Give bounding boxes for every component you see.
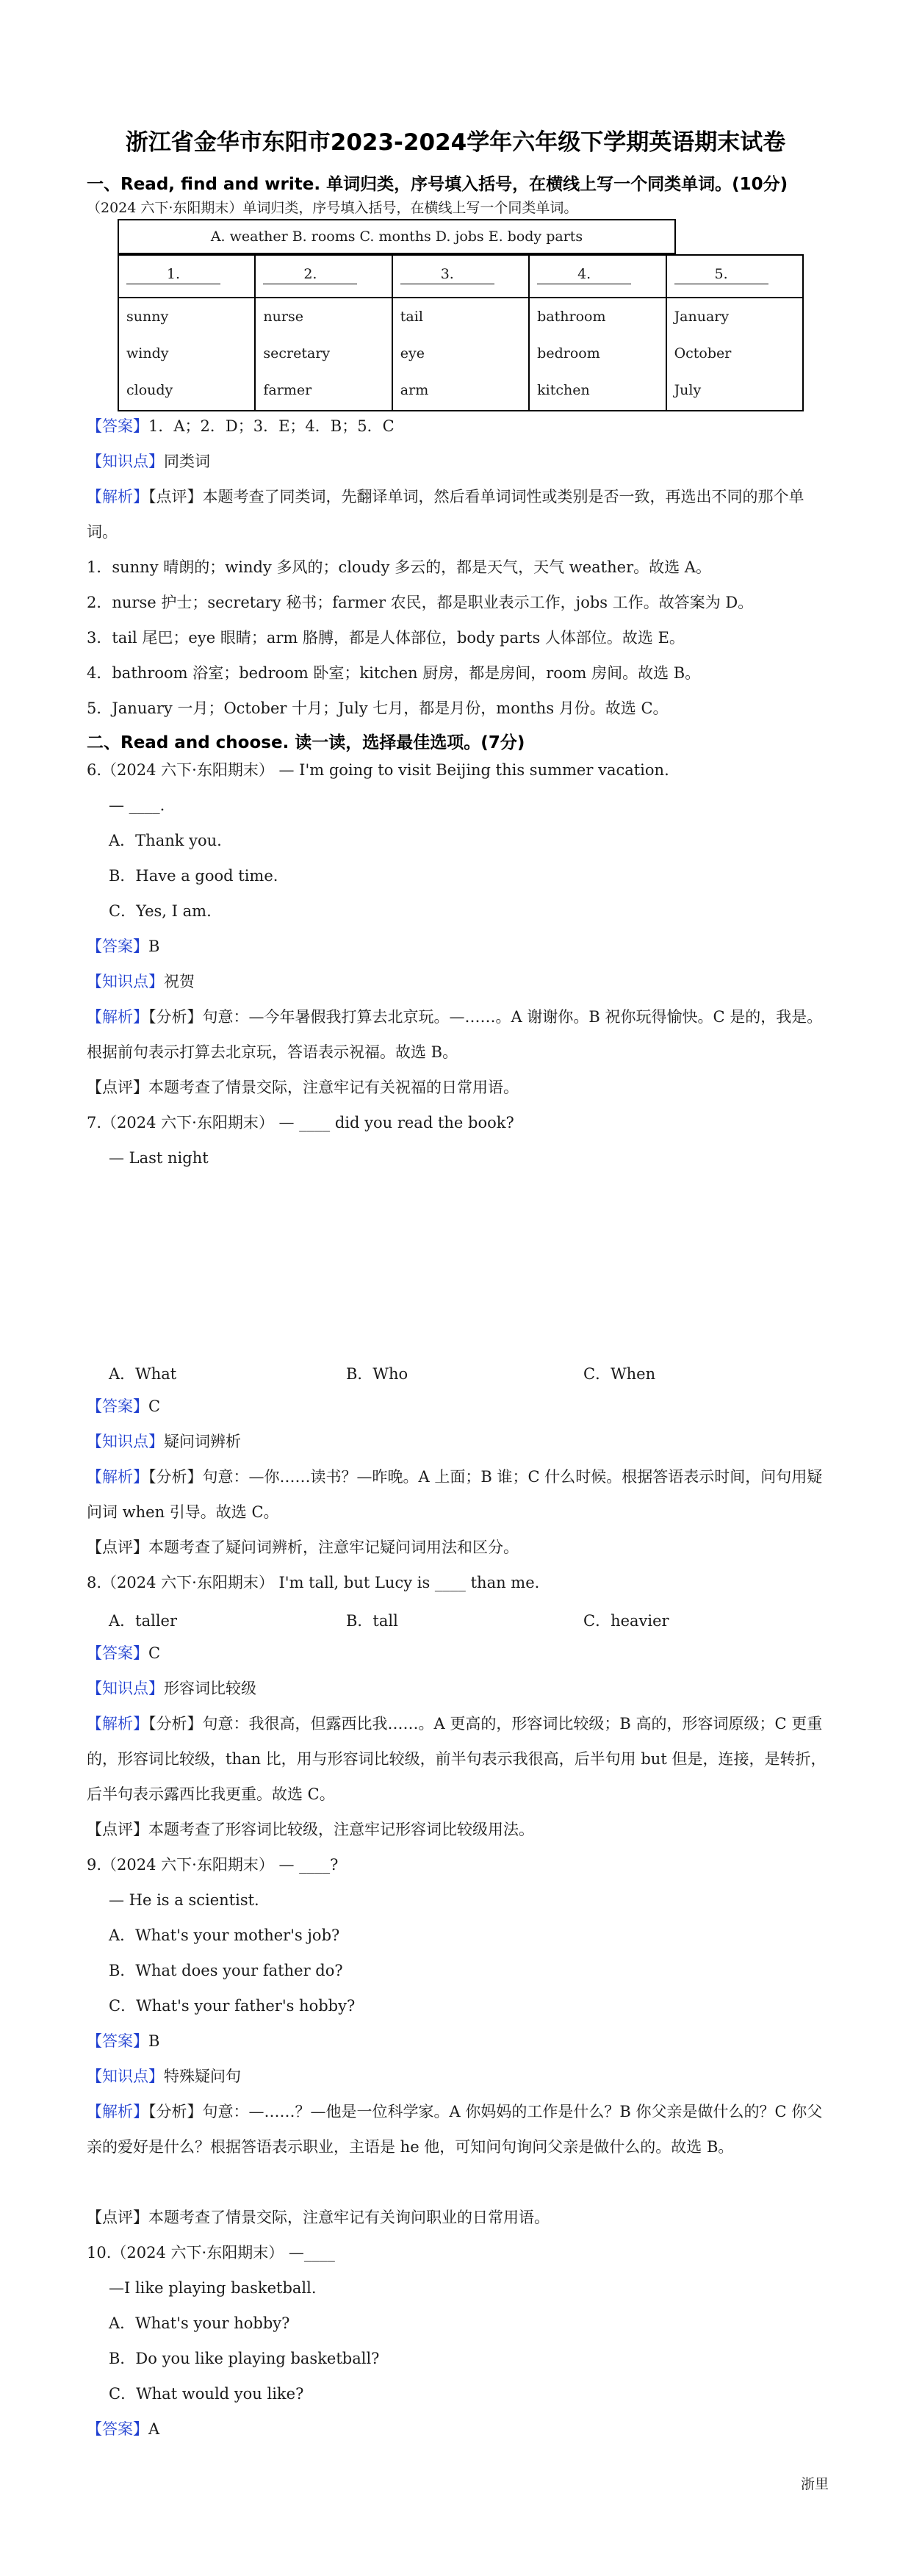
option[interactable]: B．Who bbox=[346, 1365, 408, 1383]
word: cloudy bbox=[126, 382, 173, 398]
note-5: 5．January 一月；October 十月；July 七月，都是月份，months 月份。故选 C。 bbox=[87, 699, 669, 717]
word: October bbox=[674, 345, 732, 361]
word: secretary bbox=[263, 345, 331, 361]
word: nurse bbox=[263, 309, 303, 325]
answer-line: 【答案】A bbox=[87, 2420, 160, 2438]
option[interactable]: C．heavier bbox=[583, 1612, 669, 1630]
review: 【点评】本题考查了情景交际，注意牢记有关祝福的日常用语。 bbox=[87, 1079, 519, 1096]
question-9-stem: 9.（2024 六下·东阳期末） — ____? bbox=[87, 1856, 339, 1874]
section-1-heading: 一、Read, find and write. 单词归类，序号填入括号，在横线上写一个同类单词。(10分) bbox=[87, 175, 788, 194]
word: bedroom bbox=[537, 345, 600, 361]
option[interactable]: C．What's your father's hobby? bbox=[109, 1997, 356, 2015]
section-1-source: （2024 六下·东阳期末）单词归类，序号填入括号，在横线上写一个同类单词。 bbox=[87, 200, 578, 216]
analysis: 【解析】【分析】句意：—……？—他是一位科学家。A 你妈妈的工作是什么？B 你父亲是做什么的？C 你父亲的爱好是什么？根据答语表示职业，主语是 he 他，可知问句询问父亲是做什么的。故选 B。 bbox=[87, 2103, 823, 2156]
option[interactable]: C．When bbox=[583, 1365, 656, 1383]
question-7-stem2: — Last night bbox=[109, 1149, 209, 1167]
answer-line: 【答案】1．A；2．D；3．E；4．B；5．C bbox=[87, 417, 395, 435]
review: 【点评】本题考查了疑问词辨析，注意牢记疑问词用法和区分。 bbox=[87, 1539, 519, 1556]
question-7-stem: 7.（2024 六下·东阳期末） — ____ did you read the book? bbox=[87, 1114, 514, 1132]
note-1: 1．sunny 晴朗的；windy 多风的；cloudy 多云的，都是天气，天气 weather。故选 A。 bbox=[87, 558, 711, 576]
answer-blank[interactable]: 3. bbox=[400, 265, 494, 284]
answer-blank[interactable]: 1. bbox=[126, 265, 220, 284]
question-6-stem: 6.（2024 六下·东阳期末） — I'm going to visit Beijing this summer vacation. bbox=[87, 761, 669, 779]
option[interactable]: A．Thank you. bbox=[109, 832, 222, 849]
question-8-stem: 8.（2024 六下·东阳期末） I'm tall, but Lucy is ____ than me. bbox=[87, 1574, 540, 1591]
knowledge-point: 【知识点】疑问词辨析 bbox=[87, 1433, 241, 1450]
question-10-stem2: —I like playing basketball. bbox=[109, 2279, 317, 2297]
word: farmer bbox=[263, 382, 312, 398]
word-classify-table bbox=[118, 254, 804, 411]
option[interactable]: C．What would you like? bbox=[109, 2385, 304, 2403]
table-cell bbox=[666, 255, 803, 298]
note-2: 2．nurse 护士；secretary 秘书；farmer 农民，都是职业表示工作，jobs 工作。故答案为 D。 bbox=[87, 594, 754, 611]
option[interactable]: A．taller bbox=[109, 1612, 178, 1630]
table-cell bbox=[392, 255, 529, 298]
table-cell bbox=[255, 298, 392, 411]
table-cell bbox=[255, 255, 392, 298]
answer-blank[interactable]: 5. bbox=[674, 265, 768, 284]
word: arm bbox=[400, 382, 429, 398]
knowledge-point: 【知识点】祝贺 bbox=[87, 973, 195, 990]
note-4: 4．bathroom 浴室；bedroom 卧室；kitchen 厨房，都是房间，room 房间。故选 B。 bbox=[87, 664, 701, 682]
word: kitchen bbox=[537, 382, 590, 398]
options-row bbox=[109, 1609, 829, 1631]
table-cell bbox=[666, 298, 803, 411]
word-table-header: A. weather B. rooms C. months D. jobs E. body parts bbox=[118, 219, 676, 254]
word: windy bbox=[126, 345, 169, 361]
word: bathroom bbox=[537, 309, 606, 325]
question-10-stem: 10.（2024 六下·东阳期末） —____ bbox=[87, 2244, 335, 2262]
knowledge-point: 【知识点】形容词比较级 bbox=[87, 1680, 256, 1697]
answer-blank[interactable]: 4. bbox=[537, 265, 631, 284]
option[interactable]: B．What does your father do? bbox=[109, 1962, 343, 1979]
table-cell bbox=[529, 298, 666, 411]
analysis: 【解析】【分析】句意：—今年暑假我打算去北京玩。—……。A 谢谢你。B 祝你玩得愉快。C 是的，我是。根据前句表示打算去北京玩，答语表示祝福。故选 B。 bbox=[87, 1008, 823, 1061]
options-row bbox=[109, 1362, 829, 1384]
analysis: 【解析】【点评】本题考查了同类词，先翻译单词，然后看单词词性或类别是否一致，再选出不同的那个单词。 bbox=[87, 488, 804, 541]
word: July bbox=[674, 382, 702, 398]
option[interactable]: A．What's your hobby? bbox=[109, 2314, 290, 2332]
section-2-heading: 二、Read and choose. 读一读，选择最佳选项。(7分) bbox=[87, 733, 525, 752]
answer-line: 【答案】B bbox=[87, 938, 160, 955]
answer-line: 【答案】C bbox=[87, 1397, 161, 1415]
option[interactable]: B．Do you like playing basketball? bbox=[109, 2350, 380, 2367]
answer-line: 【答案】B bbox=[87, 2032, 160, 2050]
analysis: 【解析】【分析】句意：我很高，但露西比我……。A 更高的，形容词比较级；B 高的，形容词原级；C 更重的，形容词比较级，than 比，用与形容词比较级，前半句表示我很高，后半句用 but 但是，连接，是转折，后半句表示露西比我更重。故选 C。 bbox=[87, 1715, 827, 1803]
question-9-stem2: — He is a scientist. bbox=[109, 1891, 259, 1909]
word: sunny bbox=[126, 309, 169, 325]
page-footer: 浙里 bbox=[800, 2476, 829, 2492]
word: tail bbox=[400, 309, 423, 325]
analysis: 【解析】【分析】句意：—你……读书？—昨晚。A 上面；B 谁；C 什么时候。根据答语表示时间，问句用疑问词 when 引导。故选 C。 bbox=[87, 1468, 823, 1521]
page-title: 浙江省金华市东阳市2023-2024学年六年级下学期英语期末试卷 bbox=[125, 129, 786, 156]
table-cell bbox=[529, 255, 666, 298]
option[interactable]: A．What bbox=[109, 1365, 177, 1383]
knowledge-point: 【知识点】同类词 bbox=[87, 453, 210, 470]
option[interactable]: C．Yes, I am. bbox=[109, 902, 212, 920]
word: January bbox=[674, 309, 730, 325]
answer-blank[interactable]: 2. bbox=[263, 265, 357, 284]
option[interactable]: B．Have a good time. bbox=[109, 867, 278, 885]
table-cell bbox=[118, 298, 255, 411]
option[interactable]: A．What's your mother's job? bbox=[109, 1926, 340, 1944]
note-3: 3．tail 尾巴；eye 眼睛；arm 胳膊，都是人体部位，body parts 人体部位。故选 E。 bbox=[87, 629, 685, 647]
question-6-stem2: — ____. bbox=[109, 796, 165, 814]
table-cell bbox=[118, 255, 255, 298]
review: 【点评】本题考查了形容词比较级，注意牢记形容词比较级用法。 bbox=[87, 1821, 534, 1838]
option[interactable]: B．tall bbox=[346, 1612, 398, 1630]
word: eye bbox=[400, 345, 425, 361]
answer-line: 【答案】C bbox=[87, 1644, 161, 1662]
knowledge-point: 【知识点】特殊疑问句 bbox=[87, 2068, 241, 2085]
review: 【点评】本题考查了情景交际，注意牢记有关询问职业的日常用语。 bbox=[87, 2209, 550, 2226]
table-cell bbox=[392, 298, 529, 411]
